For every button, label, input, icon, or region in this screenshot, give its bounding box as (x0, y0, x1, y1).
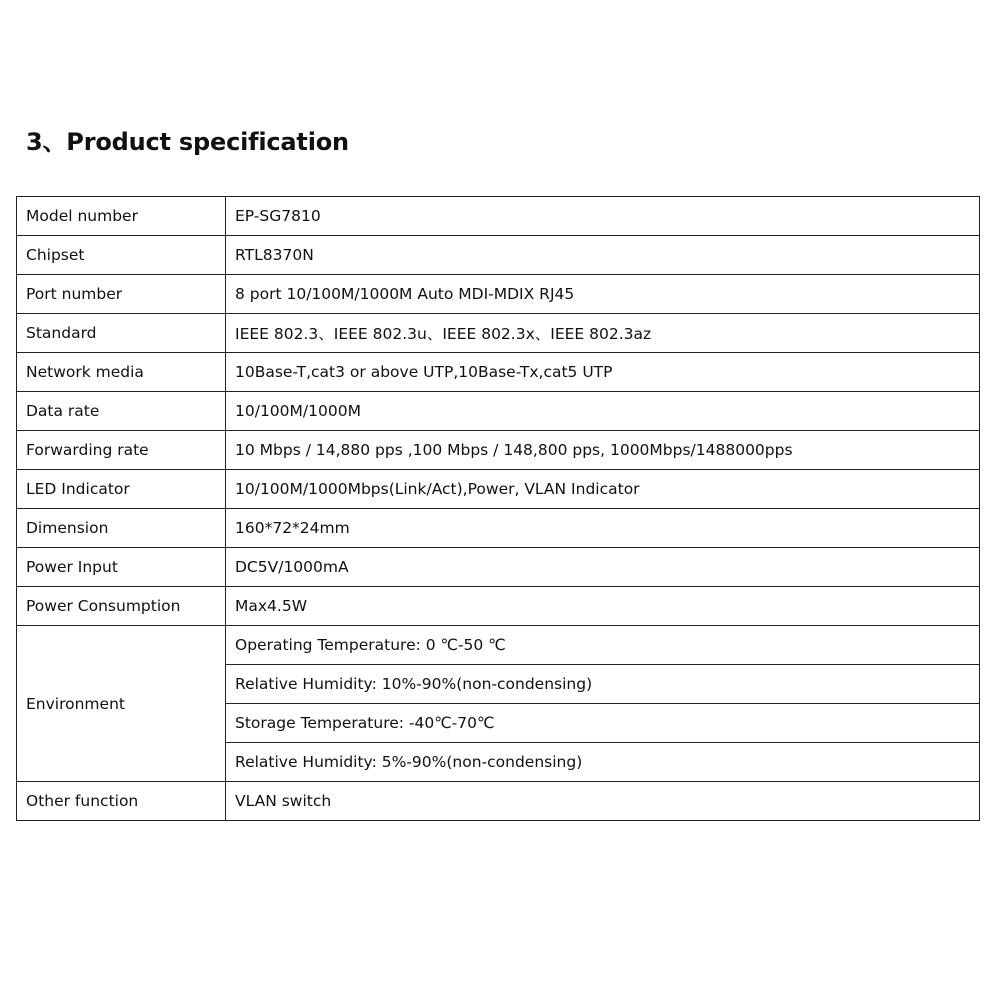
row-value: 10/100M/1000Mbps(Link/Act),Power, VLAN Indicator (226, 470, 980, 509)
table-row (17, 197, 980, 236)
table-row (17, 782, 980, 821)
row-value: Max4.5W (226, 587, 980, 626)
section-heading: 3、Product specification (26, 128, 349, 156)
environment-value: Relative Humidity: 10%-90%(non-condensing) (226, 665, 980, 704)
row-value: 160*72*24mm (226, 509, 980, 548)
row-value: 10/100M/1000M (226, 392, 980, 431)
row-value: EP-SG7810 (226, 197, 980, 236)
row-label: Data rate (17, 392, 226, 431)
row-label: Forwarding rate (17, 431, 226, 470)
environment-value: Relative Humidity: 5%-90%(non-condensing) (226, 743, 980, 782)
row-value: DC5V/1000mA (226, 548, 980, 587)
table-row (17, 236, 980, 275)
row-value: 10 Mbps / 14,880 pps ,100 Mbps / 148,800 pps, 1000Mbps/1488000pps (226, 431, 980, 470)
spec-table (16, 196, 980, 821)
row-value: 8 port 10/100M/1000M Auto MDI-MDIX RJ45 (226, 275, 980, 314)
table-row (17, 392, 980, 431)
row-value: 10Base-T,cat3 or above UTP,10Base-Tx,cat5 UTP (226, 353, 980, 392)
table-row (17, 431, 980, 470)
table-row-environment (17, 626, 980, 665)
environment-label: Environment (17, 626, 226, 782)
row-value: IEEE 802.3、IEEE 802.3u、IEEE 802.3x、IEEE 802.3az (226, 314, 980, 353)
row-value: VLAN switch (226, 782, 980, 821)
row-label: Port number (17, 275, 226, 314)
table-row (17, 314, 980, 353)
row-label: Model number (17, 197, 226, 236)
environment-value: Operating Temperature: 0 ℃-50 ℃ (226, 626, 980, 665)
table-row (17, 509, 980, 548)
table-row (17, 587, 980, 626)
row-label: Power Input (17, 548, 226, 587)
row-label: Standard (17, 314, 226, 353)
table-row (17, 470, 980, 509)
table-row (17, 275, 980, 314)
environment-value: Storage Temperature: -40℃-70℃ (226, 704, 980, 743)
row-label: Power Consumption (17, 587, 226, 626)
row-label: Dimension (17, 509, 226, 548)
row-label: Chipset (17, 236, 226, 275)
row-label: LED Indicator (17, 470, 226, 509)
table-row (17, 353, 980, 392)
row-label: Other function (17, 782, 226, 821)
row-label: Network media (17, 353, 226, 392)
row-value: RTL8370N (226, 236, 980, 275)
table-row (17, 548, 980, 587)
